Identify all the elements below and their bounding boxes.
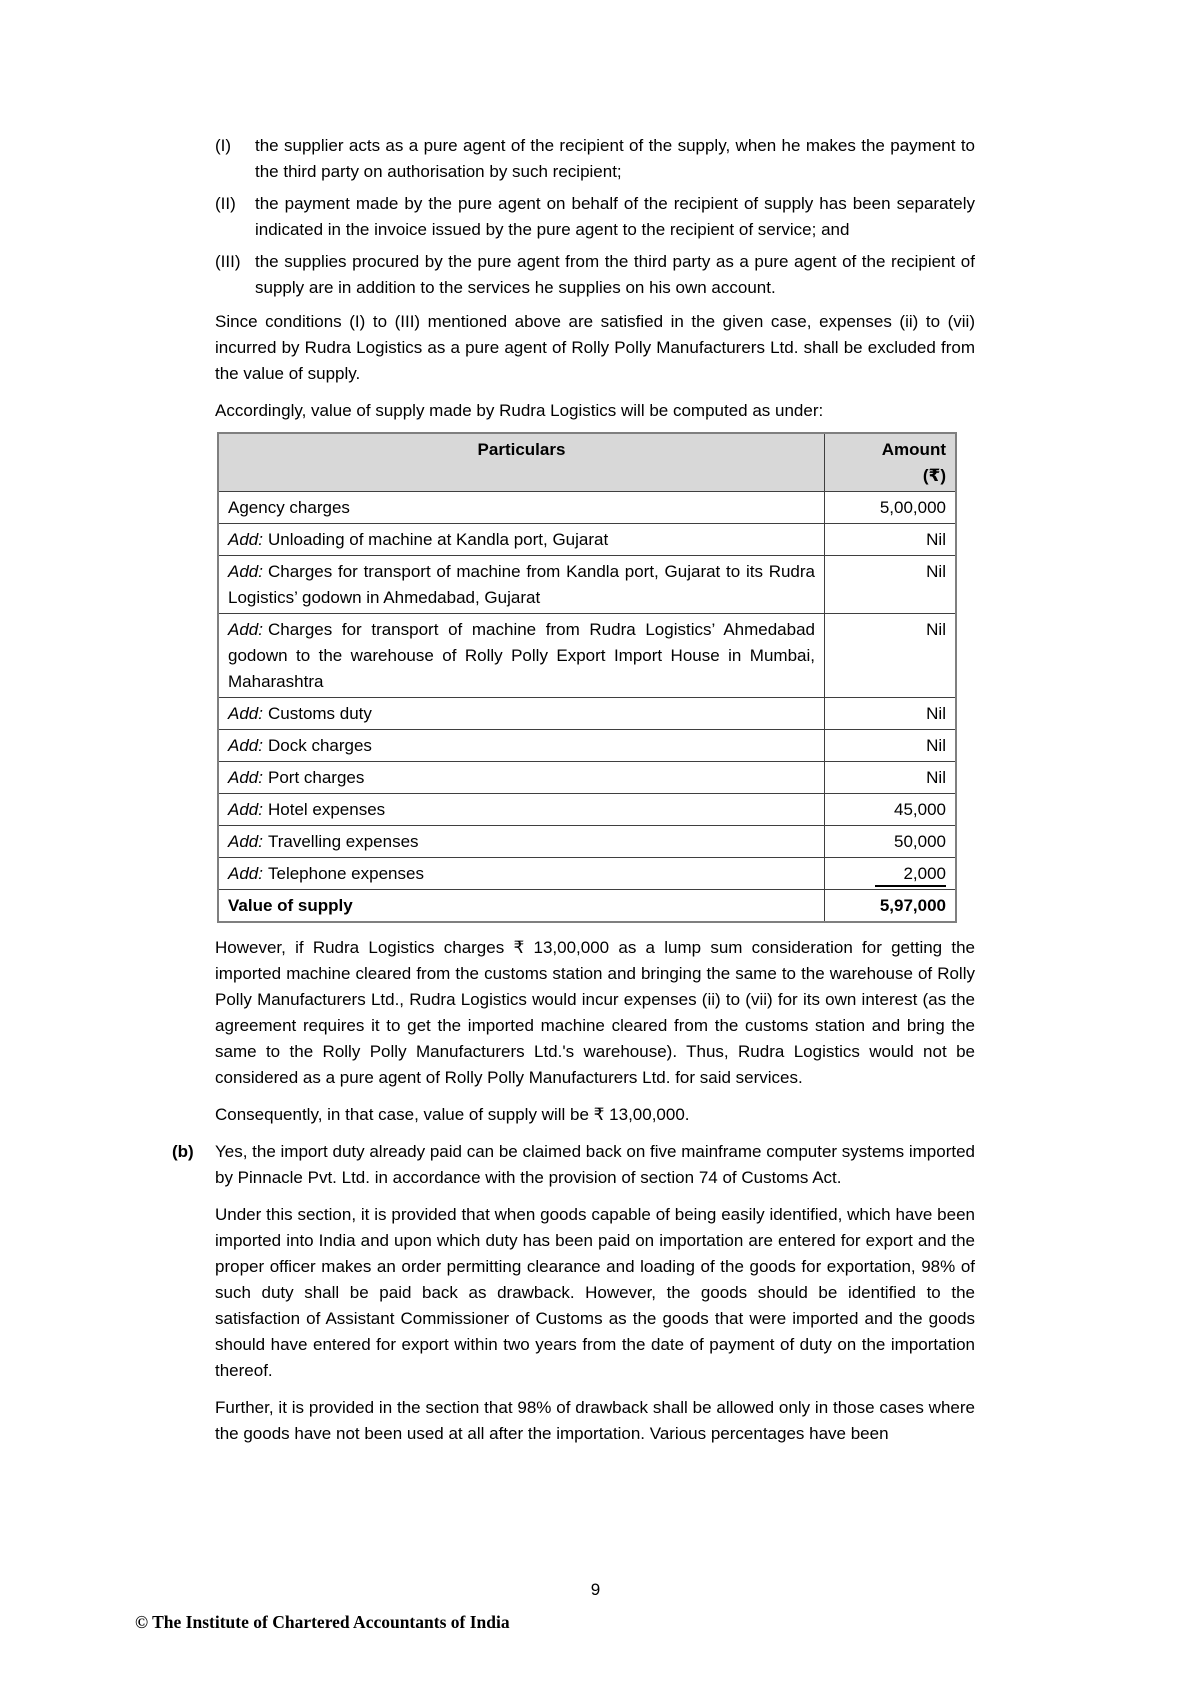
table-header-row bbox=[218, 433, 956, 492]
particulars-cell bbox=[218, 858, 825, 890]
amount-cell: 5,97,000 bbox=[825, 890, 957, 923]
table-row bbox=[218, 794, 956, 826]
row-text: Dock charges bbox=[267, 736, 372, 755]
add-prefix: Add: bbox=[228, 768, 263, 787]
table-row bbox=[218, 762, 956, 794]
add-prefix: Add: bbox=[228, 736, 263, 755]
amount-cell: Nil bbox=[825, 730, 957, 762]
amount-cell: Nil bbox=[825, 762, 957, 794]
table-row bbox=[218, 614, 956, 698]
row-text: Port charges bbox=[267, 768, 365, 787]
add-prefix: Add: bbox=[228, 562, 263, 581]
paragraph-accordingly: Accordingly, value of supply made by Rudra Logistics will be computed as under: bbox=[215, 401, 824, 420]
list-item-text: the supplier acts as a pure agent of the recipient of the supply, when he makes the payment to the third party on authorisation by such recipient; bbox=[255, 136, 975, 181]
amount-cell: 45,000 bbox=[825, 794, 957, 826]
row-text: Value of supply bbox=[228, 896, 353, 915]
particulars-cell bbox=[218, 556, 825, 614]
particulars-cell bbox=[218, 794, 825, 826]
table-row bbox=[218, 492, 956, 524]
table-header-particulars: Particulars bbox=[218, 433, 825, 492]
list-marker: (III) bbox=[215, 252, 241, 271]
page-content bbox=[172, 133, 976, 1458]
row-text: Hotel expenses bbox=[267, 800, 386, 819]
list-item-text: the supplies procured by the pure agent from the third party as a pure agent of the recipient of supply are in addition to the services he supplies on his own account. bbox=[255, 252, 975, 297]
particulars-cell bbox=[218, 614, 825, 698]
amount-header-label: Amount bbox=[881, 440, 946, 459]
copyright-notice: © The Institute of Chartered Accountants of India bbox=[135, 1612, 510, 1632]
row-text: Charges for transport of machine from Rudra Logistics’ Ahmedabad godown to the warehouse of Rolly Polly Export Import House in Mumbai, Maharashtra bbox=[228, 620, 815, 691]
answer-part-b bbox=[172, 1139, 975, 1458]
paragraph-under-section: Under this section, it is provided that when goods capable of being easily identified, which have been imported into India and upon which duty has been paid on importation are entered for export and the proper officer makes an order permitting clearance and loading of the goods for exportation, 98% of such duty shall be paid back as drawback. However, the goods should be identified to the satisfaction of Assistant Commissioner of Customs as the goods that were imported and the goods should have entered for export within two years from the date of payment of duty on the importation thereof. bbox=[215, 1205, 975, 1380]
paragraph-however: However, if Rudra Logistics charges ₹ 13,00,000 as a lump sum consideration for getting the imported machine cleared from the customs station and bringing the same to the warehouse of Rolly Polly Manufacturers Ltd., Rudra Logistics would incur expenses (ii) to (vii) for its own interest (as the agreement requires it to get the imported machine cleared from the customs station and bring the same to the Rolly Polly Manufacturers Ltd.'s warehouse). Thus, Rudra Logistics would not be considered as a pure agent of Rolly Polly Manufacturers Ltd. for said services. bbox=[215, 938, 975, 1087]
table-row bbox=[218, 556, 956, 614]
table-header-amount bbox=[825, 433, 957, 492]
table-row bbox=[218, 730, 956, 762]
amount-cell: Nil bbox=[825, 614, 957, 698]
list-item-text: the payment made by the pure agent on behalf of the recipient of supply has been separately indicated in the invoice issued by the pure agent to the recipient of service; and bbox=[255, 194, 975, 239]
particulars-cell bbox=[218, 492, 825, 524]
amount-cell: Nil bbox=[825, 698, 957, 730]
amount-cell: Nil bbox=[825, 524, 957, 556]
row-text: Unloading of machine at Kandla port, Gujarat bbox=[267, 530, 609, 549]
row-text: Customs duty bbox=[267, 704, 372, 723]
paragraph-consequently: Consequently, in that case, value of supply will be ₹ 13,00,000. bbox=[215, 1105, 690, 1124]
part-b-marker: (b) bbox=[172, 1142, 194, 1161]
table-row bbox=[218, 524, 956, 556]
list-item bbox=[215, 133, 975, 185]
row-text: Charges for transport of machine from Kandla port, Gujarat to its Rudra Logistics’ godown in Ahmedabad, Gujarat bbox=[228, 562, 815, 607]
amount-cell: 5,00,000 bbox=[825, 492, 957, 524]
part-b-body bbox=[215, 1139, 975, 1458]
particulars-cell bbox=[218, 730, 825, 762]
amount-cell bbox=[825, 858, 957, 890]
list-marker: (II) bbox=[215, 194, 236, 213]
add-prefix: Add: bbox=[228, 704, 263, 723]
page-number: 9 bbox=[590, 1580, 601, 1599]
paragraph-since-conditions: Since conditions (I) to (III) mentioned above are satisfied in the given case, expenses (ii) to (vii) incurred by Rudra Logistics as a pure agent of Rolly Polly Manufacturers Ltd. shall be excluded from the value of supply. bbox=[215, 312, 975, 383]
list-item bbox=[215, 249, 975, 301]
value-of-supply-table bbox=[217, 432, 957, 923]
add-prefix: Add: bbox=[228, 832, 263, 851]
add-prefix: Add: bbox=[228, 864, 263, 883]
table-head bbox=[218, 433, 956, 492]
paragraph-further: Further, it is provided in the section that 98% of drawback shall be allowed only in those cases where the goods have not been used at all after the importation. Various percentages have been bbox=[215, 1398, 975, 1443]
list-marker: (I) bbox=[215, 136, 232, 155]
row-text: Travelling expenses bbox=[267, 832, 419, 851]
table-row bbox=[218, 858, 956, 890]
underlined-amount: 2,000 bbox=[875, 862, 946, 887]
table-total-row bbox=[218, 890, 956, 923]
row-text: Agency charges bbox=[228, 498, 350, 517]
table-body bbox=[218, 492, 956, 923]
amount-cell: Nil bbox=[825, 556, 957, 614]
table-row bbox=[218, 698, 956, 730]
row-text: Telephone expenses bbox=[267, 864, 424, 883]
paragraph-part-b-intro: Yes, the import duty already paid can be claimed back on five mainframe computer systems imported by Pinnacle Pvt. Ltd. in accordance with the provision of section 74 of Customs Act. bbox=[215, 1142, 976, 1187]
particulars-cell bbox=[218, 762, 825, 794]
add-prefix: Add: bbox=[228, 620, 263, 639]
amount-cell: 50,000 bbox=[825, 826, 957, 858]
add-prefix: Add: bbox=[228, 530, 263, 549]
add-prefix: Add: bbox=[228, 800, 263, 819]
list-item bbox=[215, 191, 975, 243]
particulars-cell bbox=[218, 524, 825, 556]
particulars-cell bbox=[218, 826, 825, 858]
table-row bbox=[218, 826, 956, 858]
amount-header-unit: (₹) bbox=[922, 466, 946, 485]
particulars-cell bbox=[218, 698, 825, 730]
particulars-cell bbox=[218, 890, 825, 923]
